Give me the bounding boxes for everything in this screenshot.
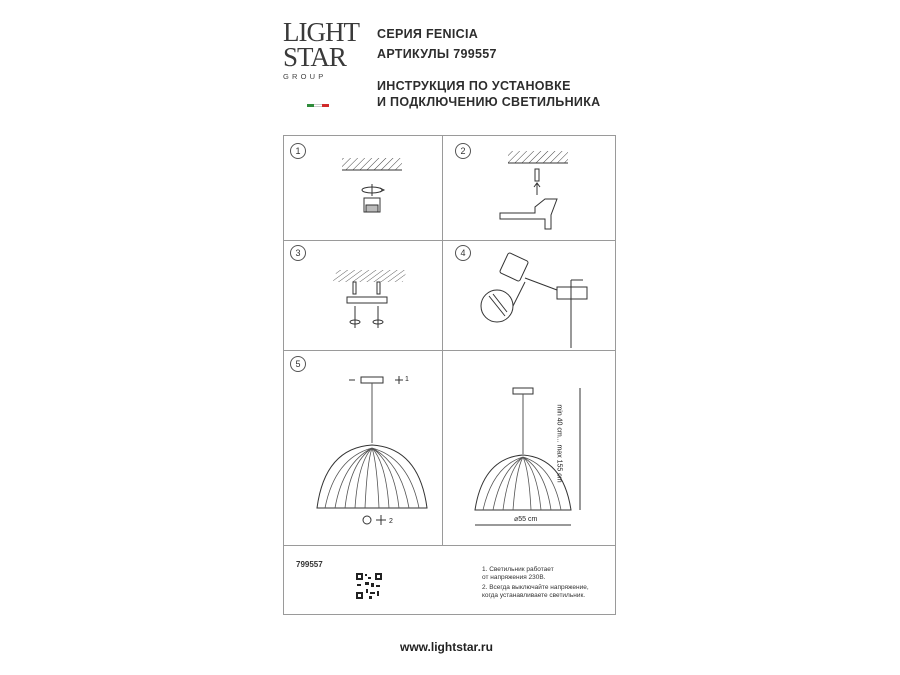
diameter-label: ⌀55 cm — [514, 516, 538, 523]
step-number-3: 3 — [290, 245, 306, 261]
step-number-5: 5 — [290, 356, 306, 372]
step3-illustration — [325, 262, 425, 342]
step5-canopy-qty: 1 — [405, 376, 409, 383]
logo-line-group: GROUP — [283, 72, 327, 81]
brand-logo — [283, 17, 359, 102]
step1-illustration — [330, 150, 430, 230]
italian-flag-icon — [307, 104, 329, 107]
series-label: СЕРИЯ FENICIA — [377, 27, 479, 41]
logo-line-star: STAR — [283, 42, 346, 72]
step-number-1: 1 — [290, 143, 306, 159]
step4-illustration — [475, 248, 605, 348]
qr-code — [355, 572, 383, 600]
grid-divider-row3 — [283, 545, 616, 546]
note-line-3: 2. Всегда выключайте напряжение, — [482, 584, 589, 591]
step5-illustration — [305, 368, 440, 538]
article-number: 799557 — [296, 560, 323, 569]
step-number-2: 2 — [455, 143, 471, 159]
note-line-4: когда устанавливаете светильник. — [482, 592, 586, 599]
step2-illustration — [490, 145, 590, 235]
step5-bulb-qty: 2 — [389, 518, 393, 525]
instruction-title-line2: И ПОДКЛЮЧЕНИЮ СВЕТИЛЬНИКА — [377, 95, 601, 109]
grid-divider-row1 — [283, 240, 616, 241]
website-link[interactable]: www.lightstar.ru — [400, 640, 493, 654]
note-line-2: от напряжения 230В. — [482, 574, 546, 581]
grid-divider-row2 — [283, 350, 616, 351]
article-label: АРТИКУЛЫ 799557 — [377, 47, 497, 61]
height-range-label: min 40 cm... max 155 cm — [555, 404, 563, 483]
note-line-1: 1. Светильник работает — [482, 566, 554, 573]
instruction-title-line1: ИНСТРУКЦИЯ ПО УСТАНОВКЕ — [377, 79, 571, 93]
logo-line-light: LIGHT — [283, 17, 359, 47]
step-number-4: 4 — [455, 245, 471, 261]
grid-divider-vertical — [442, 135, 443, 545]
